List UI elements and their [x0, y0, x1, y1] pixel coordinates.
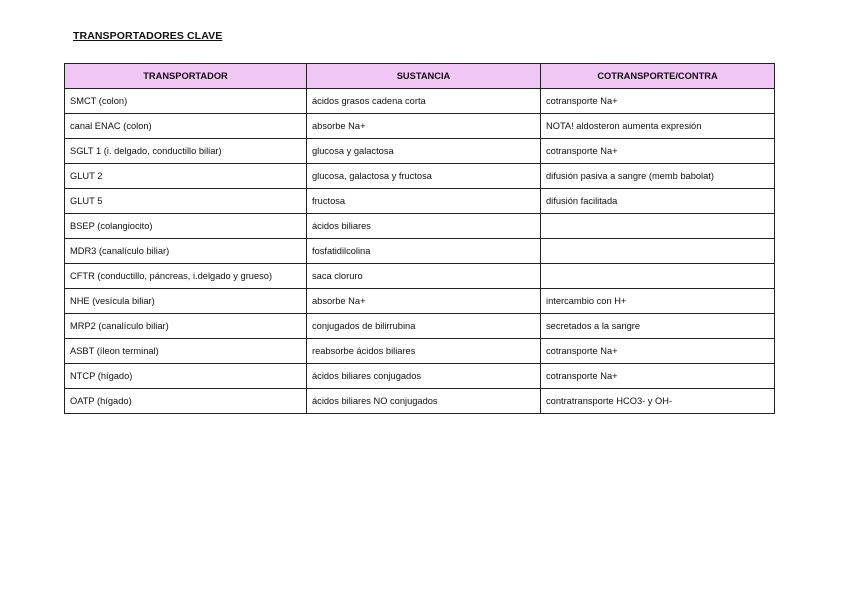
cell-sustancia: glucosa y galactosa — [307, 139, 541, 164]
cell-sustancia: conjugados de bilirrubina — [307, 314, 541, 339]
cell-transportador: CFTR (conductillo, páncreas, i.delgado y grueso) — [65, 264, 307, 289]
transporters-table — [64, 63, 775, 414]
cell-sustancia: ácidos biliares conjugados — [307, 364, 541, 389]
cell-transportador: MRP2 (canalículo biliar) — [65, 314, 307, 339]
cell-sustancia: fructosa — [307, 189, 541, 214]
cell-transportador: ASBT (íleon terminal) — [65, 339, 307, 364]
table-row — [65, 164, 775, 189]
header-sustancia: SUSTANCIA — [307, 64, 541, 89]
cell-sustancia: glucosa, galactosa y fructosa — [307, 164, 541, 189]
table-row — [65, 114, 775, 139]
cell-cotransporte: cotransporte Na+ — [541, 339, 775, 364]
cell-cotransporte — [541, 264, 775, 289]
header-cotransporte-contra: COTRANSPORTE/CONTRA — [541, 64, 775, 89]
table-row — [65, 389, 775, 414]
table-row — [65, 314, 775, 339]
cell-cotransporte: NOTA! aldosteron aumenta expresión — [541, 114, 775, 139]
cell-sustancia: fosfatidilcolina — [307, 239, 541, 264]
cell-cotransporte: difusión pasiva a sangre (memb babolat) — [541, 164, 775, 189]
cell-cotransporte: intercambio con H+ — [541, 289, 775, 314]
table-row — [65, 89, 775, 114]
cell-transportador: NTCP (hígado) — [65, 364, 307, 389]
cell-sustancia: absorbe Na+ — [307, 289, 541, 314]
cell-sustancia: ácidos biliares NO conjugados — [307, 389, 541, 414]
cell-cotransporte: secretados a la sangre — [541, 314, 775, 339]
table-header-row — [65, 64, 775, 89]
cell-cotransporte — [541, 214, 775, 239]
cell-sustancia: ácidos biliares — [307, 214, 541, 239]
cell-sustancia: saca cloruro — [307, 264, 541, 289]
cell-cotransporte: cotransporte Na+ — [541, 139, 775, 164]
table-row — [65, 239, 775, 264]
cell-cotransporte: difusión facilitada — [541, 189, 775, 214]
cell-transportador: SGLT 1 (i. delgado, conductillo biliar) — [65, 139, 307, 164]
cell-cotransporte: cotransporte Na+ — [541, 364, 775, 389]
cell-transportador: MDR3 (canalículo biliar) — [65, 239, 307, 264]
header-transportador: TRANSPORTADOR — [65, 64, 307, 89]
table-row — [65, 264, 775, 289]
document-title: TRANSPORTADORES CLAVE — [73, 30, 223, 42]
cell-sustancia: ácidos grasos cadena corta — [307, 89, 541, 114]
cell-transportador: GLUT 2 — [65, 164, 307, 189]
cell-transportador: OATP (hígado) — [65, 389, 307, 414]
table-row — [65, 364, 775, 389]
table-row — [65, 214, 775, 239]
cell-transportador: GLUT 5 — [65, 189, 307, 214]
cell-cotransporte: cotransporte Na+ — [541, 89, 775, 114]
cell-sustancia: reabsorbe ácidos biliares — [307, 339, 541, 364]
cell-transportador: canal ENAC (colon) — [65, 114, 307, 139]
table-row — [65, 339, 775, 364]
cell-transportador: BSEP (colangiocito) — [65, 214, 307, 239]
cell-transportador: NHE (vesícula biliar) — [65, 289, 307, 314]
table-row — [65, 189, 775, 214]
cell-cotransporte: contratransporte HCO3- y OH- — [541, 389, 775, 414]
cell-transportador: SMCT (colon) — [65, 89, 307, 114]
cell-cotransporte — [541, 239, 775, 264]
table-row — [65, 289, 775, 314]
cell-sustancia: absorbe Na+ — [307, 114, 541, 139]
table-row — [65, 139, 775, 164]
